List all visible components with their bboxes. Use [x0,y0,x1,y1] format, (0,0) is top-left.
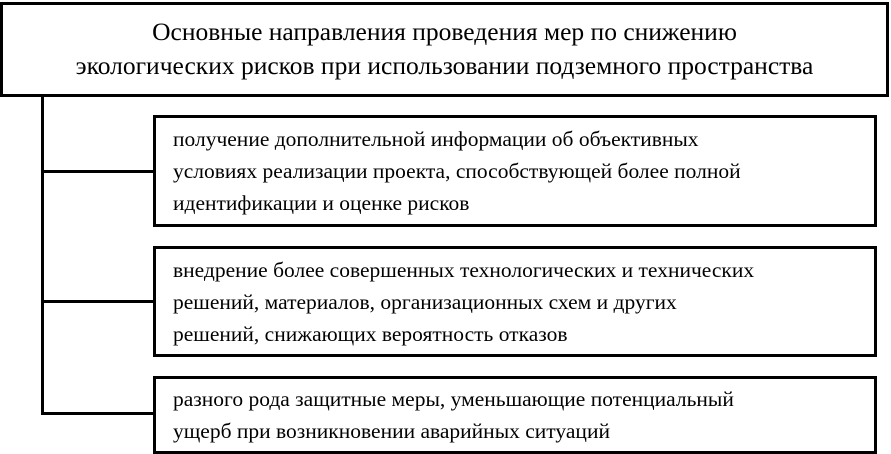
direction-text-1: получение дополнительной информации об объективных условиях реализации проекта, способствующей более полной идентификации и оценке рисков [173,127,741,215]
direction-box-1 [153,115,877,227]
connector-branch-2 [41,300,155,303]
direction-box-3 [153,376,877,454]
connector-trunk-line [41,96,44,415]
direction-text-2: внедрение более совершенных технологических и технических решений, материалов, организационных схем и других решений, снижающих вероятность отказов [173,257,755,346]
direction-text-3: разного рода защитные меры, уменьшающие потенциальный ущерб при возникновении аварийных ситуаций [173,387,734,443]
connector-branch-1 [41,170,155,173]
diagram-title: Основные направления проведения мер по снижению экологических рисков при использовании подземного пространства [75,16,814,80]
direction-box-2 [153,246,877,357]
diagram-title-box [0,2,889,97]
connector-branch-3 [41,412,155,415]
